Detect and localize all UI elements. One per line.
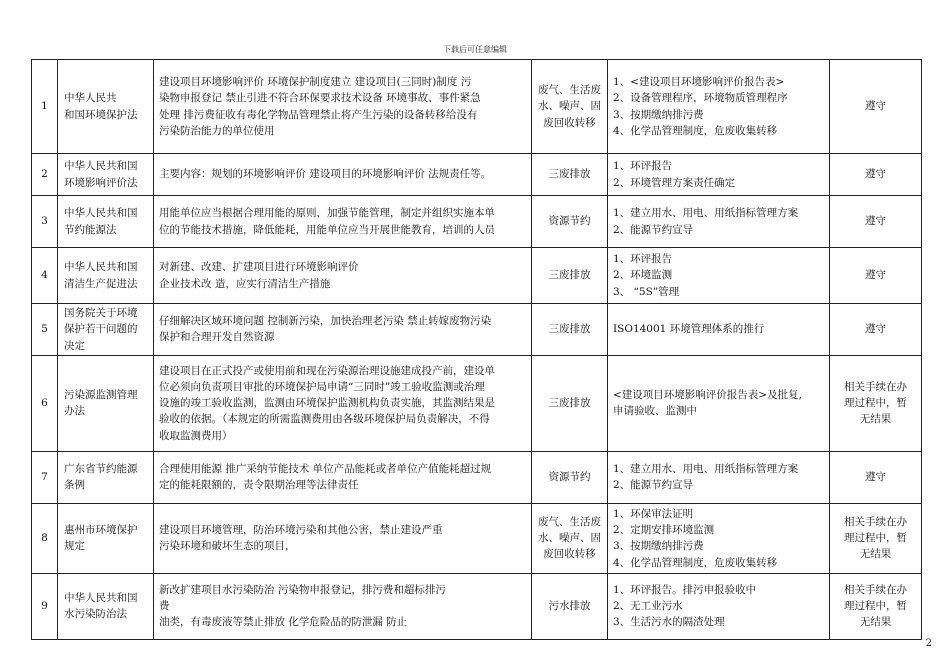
- row-number-cell: 6: [32, 355, 58, 451]
- table-row: [32, 304, 922, 356]
- status-line: 相关手续在办: [844, 515, 907, 528]
- measures-line: 2、环境管理方案责任确定: [613, 176, 736, 189]
- law-name-line: 国务院关于环境: [64, 307, 138, 319]
- measures-line: 2、设备管理程序，环境物质管理程序: [613, 92, 788, 105]
- row-number-cell: 2: [32, 154, 58, 196]
- law-name-line: 和国环境保护法: [64, 108, 138, 121]
- page-number: 2: [925, 638, 932, 649]
- status-cell: [830, 60, 922, 154]
- law-name-cell: [58, 573, 154, 639]
- content-cell: [154, 60, 532, 154]
- law-name-line: 中华人民共和国: [64, 592, 138, 605]
- measures-line: 1、环保审法证明: [613, 507, 694, 520]
- content-line: 位必须向负责项目审批的环境保护局申请“三同时”竣工验收监测或治理: [159, 380, 485, 393]
- law-name-cell: [58, 503, 154, 573]
- content-line: 污染防治能力的单位使用: [159, 124, 275, 137]
- factor-line: 废回收转移: [543, 548, 596, 561]
- content-cell: [154, 355, 532, 451]
- factor-line: 废气、生活废: [538, 84, 601, 97]
- law-name-line: 清洁生产促进法: [64, 277, 138, 290]
- content-line: 主要内容：规划的环境影响评价 建设项目的环境影响评价 法规责任等。: [159, 168, 492, 181]
- law-name-line: 惠州市环境保护: [64, 524, 138, 537]
- factor-cell: [532, 248, 608, 304]
- measures-cell: [608, 503, 830, 573]
- measures-cell: [608, 60, 830, 154]
- content-cell: [154, 573, 532, 639]
- measures-cell: [608, 451, 830, 503]
- law-name-line: 污染源监测管理: [64, 389, 138, 402]
- content-line: 用能单位应当根据合理用能的原则，加强节能管理，制定并组织实施本单: [159, 207, 495, 220]
- measures-line: 2、无工业污水: [613, 600, 683, 613]
- factor-line: 三废排放: [548, 269, 591, 282]
- law-name-line: 规定: [64, 540, 85, 553]
- content-line: 油类，有毒废液等禁止排放 化学危险品的防泄漏 防止: [159, 616, 408, 629]
- status-cell: [830, 573, 922, 639]
- measures-line: 2、环境监测: [613, 269, 673, 282]
- status-line: 理过程中，暂: [844, 600, 907, 613]
- law-name-line: 水污染防治法: [64, 608, 127, 621]
- factor-cell: [532, 573, 608, 639]
- law-name-line: 决定: [64, 339, 85, 352]
- content-line: 新改扩建项目水污染防治 污染物申报登记，排污费和超标排污: [159, 583, 446, 596]
- law-name-cell: [58, 154, 154, 196]
- status-cell: [830, 154, 922, 196]
- content-line: 保护和合理开发自然资源: [159, 331, 275, 344]
- status-line: 理过程中，暂: [844, 532, 907, 545]
- law-name-line: 中华人民共和国: [64, 261, 138, 274]
- measures-line: 1、环评报告: [613, 253, 673, 266]
- factor-cell: [532, 304, 608, 356]
- status-cell: [830, 248, 922, 304]
- content-cell: [154, 248, 532, 304]
- factor-cell: [532, 355, 608, 451]
- measures-line: 3、按期缴纳排污费: [613, 540, 704, 553]
- law-name-cell: [58, 355, 154, 451]
- status-line: 理过程中，暂: [844, 397, 907, 410]
- content-line: 费: [159, 600, 170, 613]
- status-line: 无结果: [859, 616, 892, 629]
- measures-line: 1、环评报告。排污申报验收中: [613, 583, 757, 596]
- factor-line: 资源节约: [548, 215, 591, 228]
- factor-cell: [532, 451, 608, 503]
- factor-line: 水、噪声、固: [538, 532, 601, 545]
- content-cell: [154, 154, 532, 196]
- measures-cell: [608, 355, 830, 451]
- law-name-cell: [58, 451, 154, 503]
- measures-line: 3、生活污水的隔渣处理: [613, 616, 725, 629]
- factor-line: 资源节约: [548, 471, 591, 484]
- status-cell: [830, 196, 922, 248]
- measures-line: 申请验收、监测中: [613, 405, 697, 418]
- row-number-cell: 1: [32, 60, 58, 154]
- law-name-line: 节约能源法: [64, 223, 117, 236]
- status-line: 遵守: [865, 168, 886, 181]
- content-cell: [154, 304, 532, 356]
- row-number-cell: 9: [32, 573, 58, 639]
- table-row: [32, 154, 922, 196]
- status-line: 遵守: [865, 471, 886, 484]
- law-name-cell: [58, 248, 154, 304]
- table-row: [32, 451, 922, 503]
- measures-line: 3、 “5S”管理: [613, 285, 680, 298]
- row-number-cell: 4: [32, 248, 58, 304]
- law-name-line: 条例: [64, 479, 85, 492]
- status-cell: [830, 451, 922, 503]
- content-line: 企业技术改 造，应实行清洁生产措施: [159, 277, 331, 290]
- status-cell: [830, 304, 922, 356]
- measures-cell: [608, 248, 830, 304]
- content-cell: [154, 196, 532, 248]
- content-line: 合理使用能源 推广采纳节能技术 单位产品能耗或者单位产值能耗超过规: [159, 463, 492, 476]
- measures-cell: [608, 304, 830, 356]
- table-row: [32, 248, 922, 304]
- law-name-line: 中华人民共和国: [64, 160, 138, 173]
- law-name-cell: [58, 60, 154, 154]
- factor-line: 三废排放: [548, 323, 591, 336]
- measures-line: 4、化学品管理制度，危废收集转移: [613, 556, 778, 569]
- table-row: [32, 60, 922, 154]
- status-line: 相关手续在办: [844, 583, 907, 596]
- measures-line: 2、能源节约宣导: [613, 479, 694, 492]
- content-line: 对新建、改建、扩建项目进行环境影响评价: [159, 261, 359, 274]
- table-row: [32, 355, 922, 451]
- factor-cell: [532, 196, 608, 248]
- row-number-cell: 8: [32, 503, 58, 573]
- status-line: 无结果: [859, 413, 892, 426]
- law-name-cell: [58, 196, 154, 248]
- factor-line: 三废排放: [548, 168, 591, 181]
- law-name-line: 办法: [64, 405, 85, 418]
- page-header: 下载后可任意编辑: [443, 45, 507, 54]
- content-line: 污染环境和破坏生态的项目，: [159, 540, 296, 553]
- status-line: 遵守: [865, 100, 886, 113]
- content-line: 设施的竣工验收监测，监测由环境保护监测机构负责实施，其监测结果是: [159, 397, 495, 410]
- status-cell: [830, 503, 922, 573]
- content-line: 位的节能技术措施，降低能耗，用能单位应当开展世能教育，培训的人员: [159, 223, 495, 236]
- factor-line: 废回收转移: [543, 116, 596, 129]
- status-line: 相关手续在办: [844, 380, 907, 393]
- table-row: [32, 196, 922, 248]
- content-line: 建设项目环境管理，防治环境污染和其他公害，禁止建设严重: [159, 524, 443, 537]
- measures-cell: [608, 196, 830, 248]
- measures-cell: [608, 573, 830, 639]
- row-number-cell: 7: [32, 451, 58, 503]
- factor-line: 三废排放: [548, 397, 591, 410]
- measures-line: 4、化学品管理制度，危废收集转移: [613, 124, 778, 137]
- measures-line: ISO14001 环境管理体系的推行: [613, 323, 765, 336]
- law-name-cell: [58, 304, 154, 356]
- content-line: 染物申报登记 禁止引进不符合环保要求技术设备 环境事故、事件紧急: [159, 92, 481, 105]
- measures-line: 1、环评报告: [613, 160, 673, 173]
- status-cell: [830, 355, 922, 451]
- factor-line: 水、噪声、固: [538, 100, 601, 113]
- status-line: 遵守: [865, 323, 886, 336]
- law-name-line: 中华人民共和国: [64, 207, 138, 220]
- law-name-line: 环境影响评价法: [64, 176, 138, 189]
- factor-line: 废气、生活废: [538, 515, 601, 528]
- row-number-cell: 5: [32, 304, 58, 356]
- factor-cell: [532, 154, 608, 196]
- law-name-line: 广东省节约能源: [64, 463, 138, 476]
- measures-line: 3、按期缴纳排污费: [613, 108, 704, 121]
- status-line: 遵守: [865, 269, 886, 282]
- measures-line: 2、定期安排环境监测: [613, 524, 715, 537]
- factor-cell: [532, 503, 608, 573]
- measures-line: 1、建立用水、用电、用纸指标管理方案: [613, 463, 799, 476]
- content-line: 仔细解决区域环境问题 控制新污染，加快治理老污染 禁止转嫁废物污染: [159, 315, 492, 328]
- regulations-table: [31, 59, 922, 640]
- content-line: 建设项目在正式投产或使用前和现在污染源治理设施建成投产前，建设单: [159, 364, 495, 377]
- row-number-cell: 3: [32, 196, 58, 248]
- table-row: [32, 503, 922, 573]
- status-line: 无结果: [859, 548, 892, 561]
- measures-line: <建设项目环境影响评价报告表>及批复,: [613, 389, 802, 402]
- content-line: 验收的依据。（本规定的所需监测费用由各级环境保护局负责解决，不得: [159, 413, 490, 426]
- law-name-line: 中华人民共: [64, 92, 117, 105]
- content-line: 收取监测费用）: [159, 429, 233, 442]
- measures-cell: [608, 154, 830, 196]
- measures-line: 1、建立用水、用电、用纸指标管理方案: [613, 207, 799, 220]
- measures-line: 1、<建设项目环境影响评价报告表>: [613, 75, 785, 88]
- table-row: [32, 573, 922, 639]
- content-cell: [154, 451, 532, 503]
- content-line: 定的能耗限额的，责令限期治理等法律责任: [159, 479, 359, 492]
- status-line: 遵守: [865, 215, 886, 228]
- law-name-line: 保护若干问题的: [64, 323, 138, 336]
- factor-cell: [532, 60, 608, 154]
- measures-line: 2、能源节约宣导: [613, 223, 694, 236]
- content-line: 处理 排污费征收有毒化学物品管理禁止将产生污染的设备转移给没有: [159, 108, 478, 121]
- content-line: 建设项目环境影响评价 环境保护制度建立 建设项目(三同时)制度 污: [159, 75, 472, 88]
- factor-line: 污水排放: [548, 600, 591, 613]
- content-cell: [154, 503, 532, 573]
